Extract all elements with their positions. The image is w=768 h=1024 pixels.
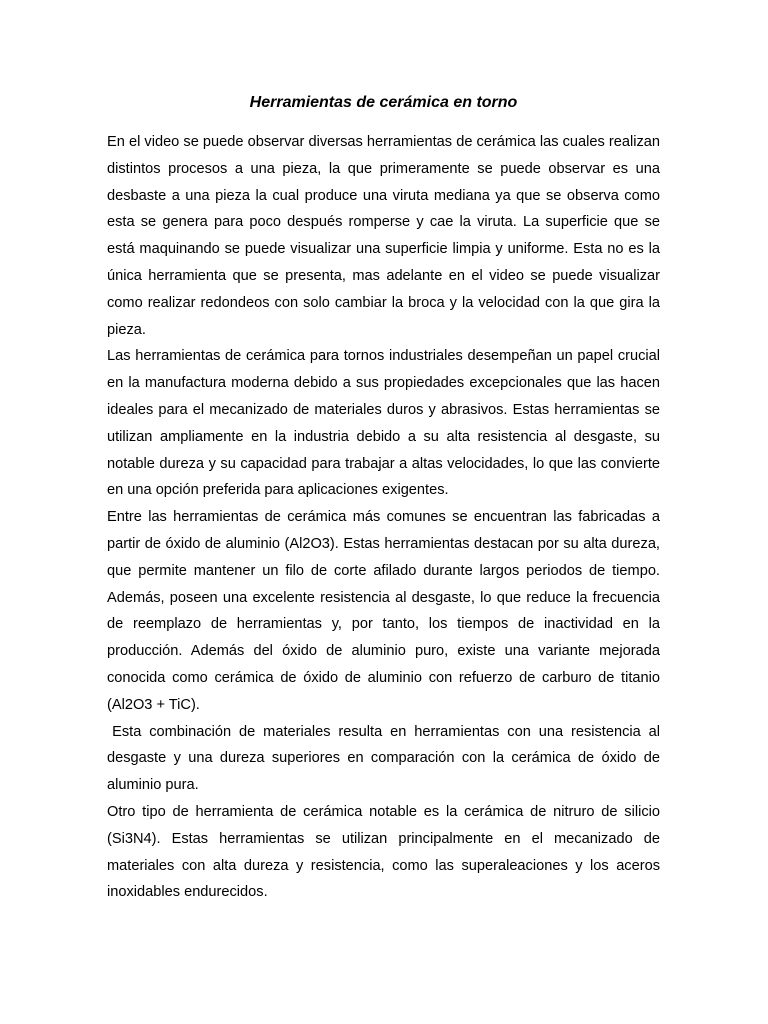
document-page bbox=[107, 88, 660, 906]
document-title: Herramientas de cerámica en torno bbox=[249, 94, 518, 111]
paragraph-3: Entre las herramientas de cerámica más comunes se encuentran las fabricadas a partir de óxido de aluminio (Al2O3). Estas herramientas destacan por su alta dureza, que permite mantener un filo de corte afilado durante largos periodos de tiempo. Además, poseen una excelente resistencia al desgaste, lo que reduce la frecuencia de reemplazo de herramientas y, por tanto, los tiempos de inactividad en la producción. Además del óxido de aluminio puro, existe una variante mejorada conocida como cerámica de óxido de aluminio con refuerzo de carburo de titanio (Al2O3 + TiC). bbox=[107, 509, 660, 713]
paragraph-4: Esta combinación de materiales resulta en herramientas con una resistencia al desgaste y una dureza superiores en comparación con la cerámica de óxido de aluminio pura. bbox=[107, 723, 660, 794]
paragraph-5: Otro tipo de herramienta de cerámica notable es la cerámica de nitruro de silicio (Si3N4). Estas herramientas se utilizan principalmente en el mecanizado de materiales con alta dureza y resistencia, como las superaleaciones y los aceros inoxidables endurecidos. bbox=[107, 803, 660, 901]
paragraph-2: Las herramientas de cerámica para tornos industriales desempeñan un papel crucial en la manufactura moderna debido a sus propiedades excepcionales que las hacen ideales para el mecanizado de materiales duros y abrasivos. Estas herramientas se utilizan ampliamente en la industria debido a su alta resistencia al desgaste, su notable dureza y su capacidad para trabajar a altas velocidades, lo que las convierte en una opción preferida para aplicaciones exigentes. bbox=[107, 348, 660, 499]
paragraph-1: En el video se puede observar diversas herramientas de cerámica las cuales realizan distintos procesos a una pieza, la que primeramente se puede observar es una desbaste a una pieza la cual produce una viruta mediana ya que se observa como esta se genera para poco después romperse y cae la viruta. La superficie que se está maquinando se puede visualizar una superficie limpia y uniforme. Esta no es la única herramienta que se presenta, mas adelante en el video se puede visualizar como realizar redondeos con solo cambiar la broca y la velocidad con la que gira la pieza. bbox=[107, 134, 660, 338]
